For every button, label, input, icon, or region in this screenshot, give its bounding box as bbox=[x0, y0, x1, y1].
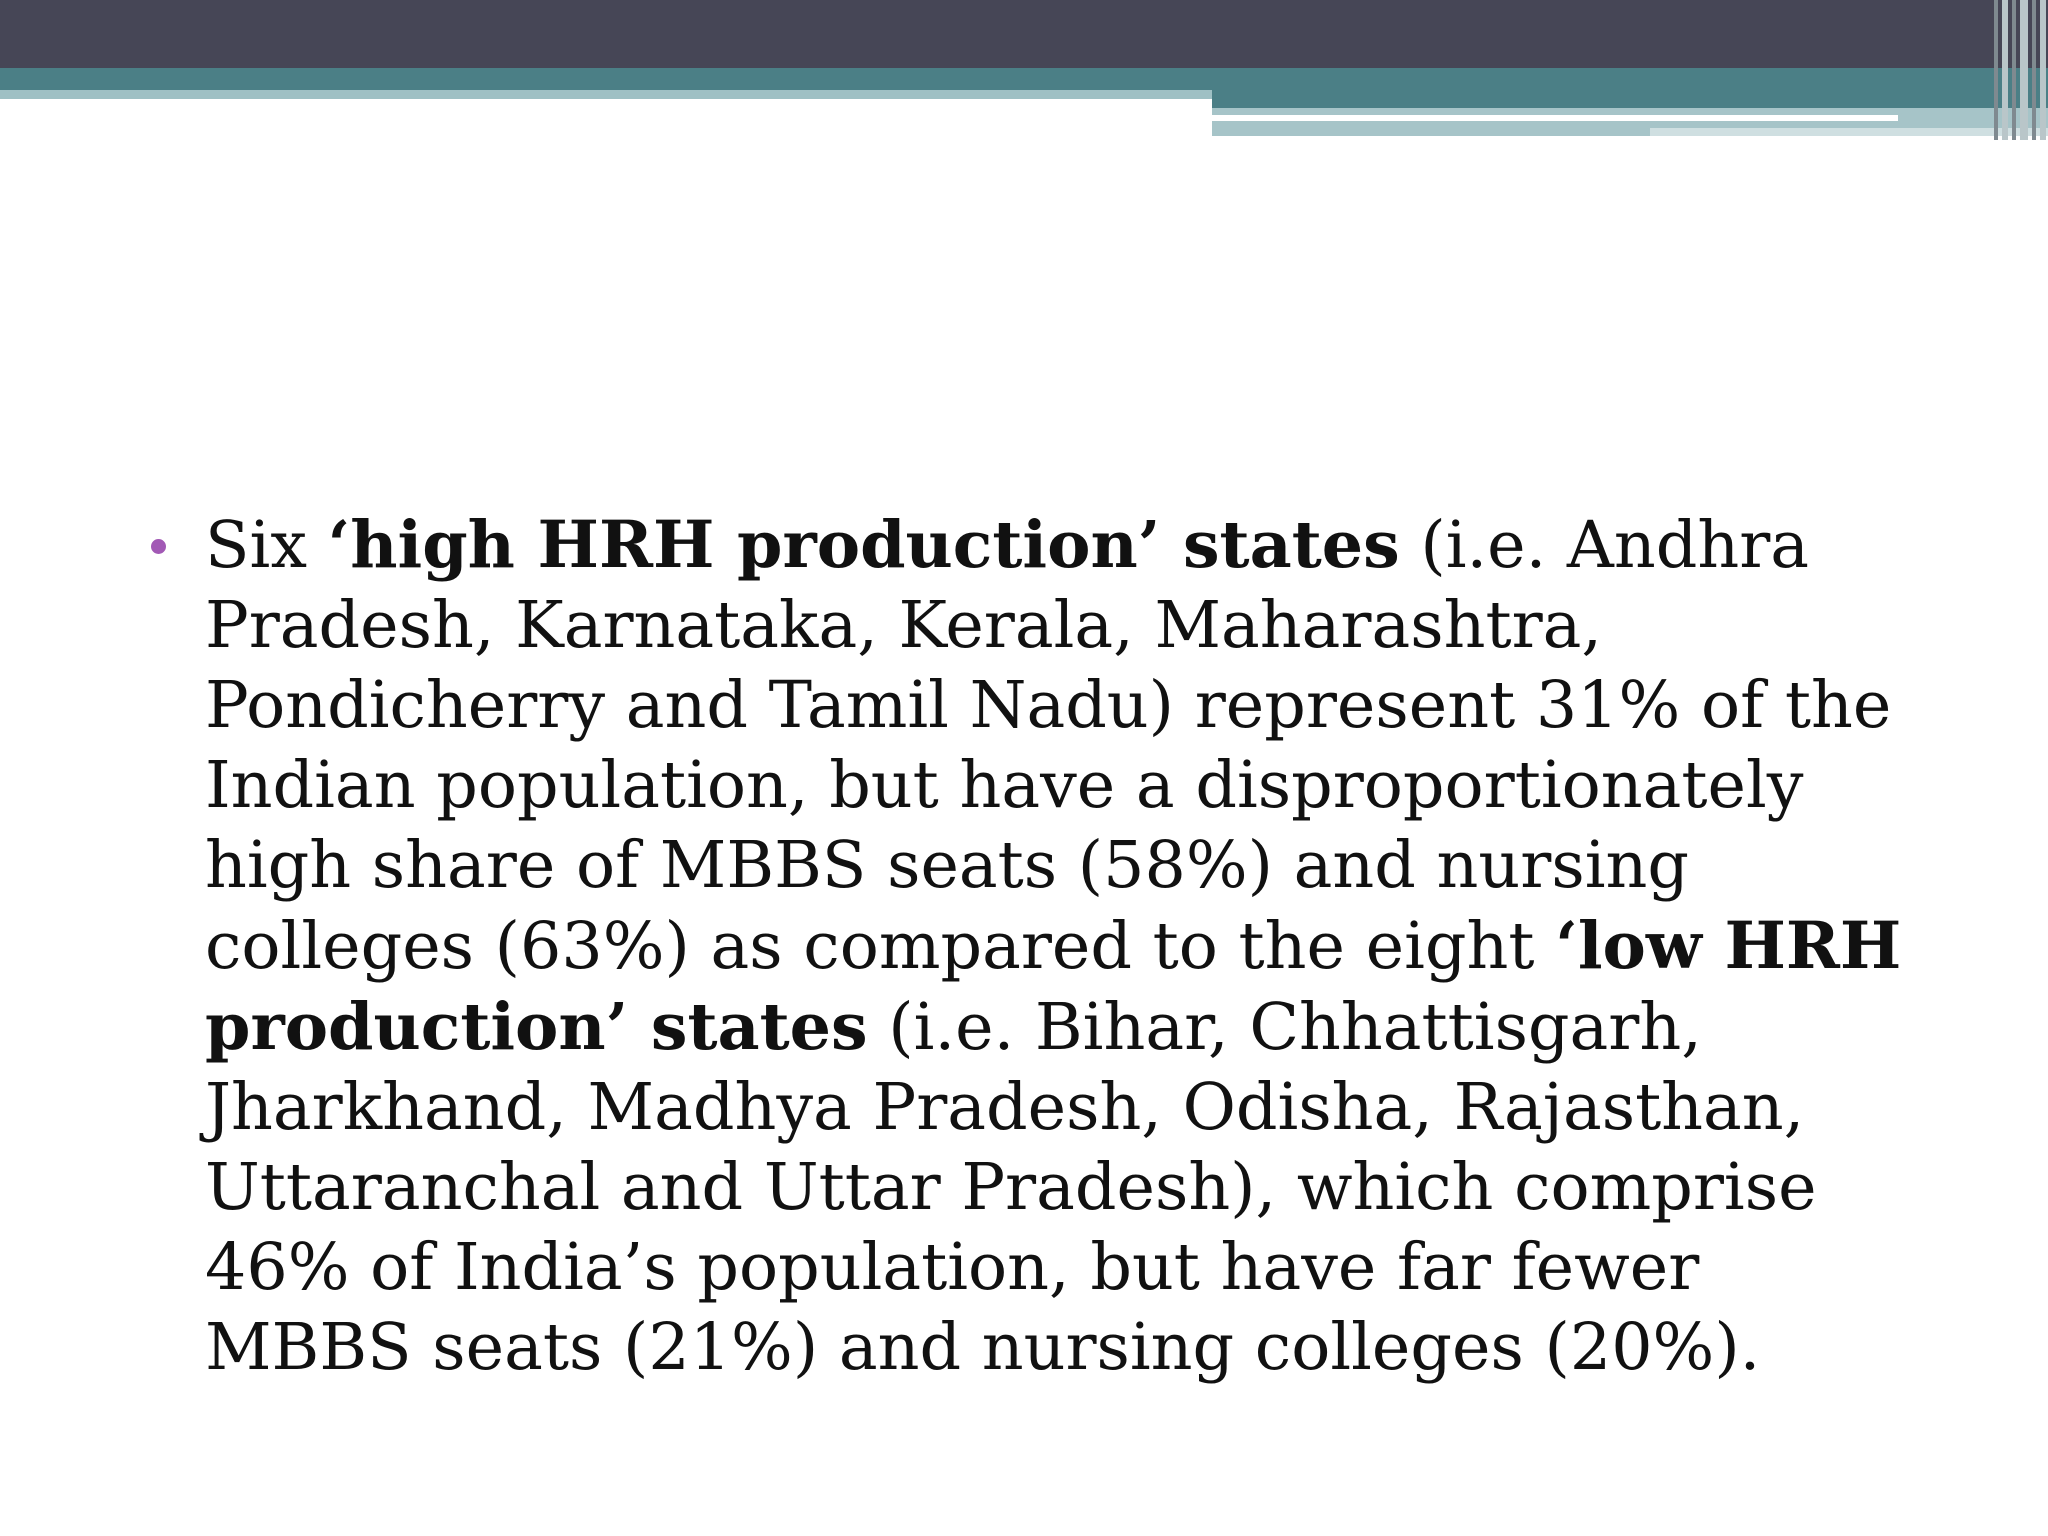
header-white-line bbox=[1212, 115, 1898, 121]
text-segment-bold: ‘low HRH production’ states bbox=[205, 908, 1902, 1065]
text-segment-bold: ‘high HRH production’ states bbox=[327, 507, 1400, 583]
bullet-item bbox=[145, 505, 1905, 1388]
header-dark-band bbox=[0, 0, 2048, 68]
header-teal-band bbox=[0, 68, 2048, 90]
bullet-text bbox=[205, 508, 1901, 1385]
header-vertical-stripes bbox=[1988, 0, 2048, 140]
text-segment: (i.e. Andhra Pradesh, Karnataka, Kerala, Maharashtra, Pondicherry and Tamil Nadu) represent 31% of the Indian population, but have a disproportionately high share of MBBS seats (58%) and nursing colleges (63%) as compared to the eight bbox=[205, 508, 1892, 984]
header-light-band-left bbox=[0, 90, 1212, 99]
slide-body bbox=[145, 505, 1905, 1388]
header-teal-block-right bbox=[1212, 90, 2048, 108]
text-segment: Six bbox=[205, 508, 328, 583]
bullet-dot-icon bbox=[151, 539, 166, 554]
text-segment: (i.e. Bihar, Chhattisgarh, Jharkhand, Madhya Pradesh, Odisha, Rajasthan, Uttaranchal and Uttar Pradesh), which comprise 46% of India’s population, but have far fewer MBBS seats (21%) and nursing colleges (20%). bbox=[205, 990, 1817, 1385]
